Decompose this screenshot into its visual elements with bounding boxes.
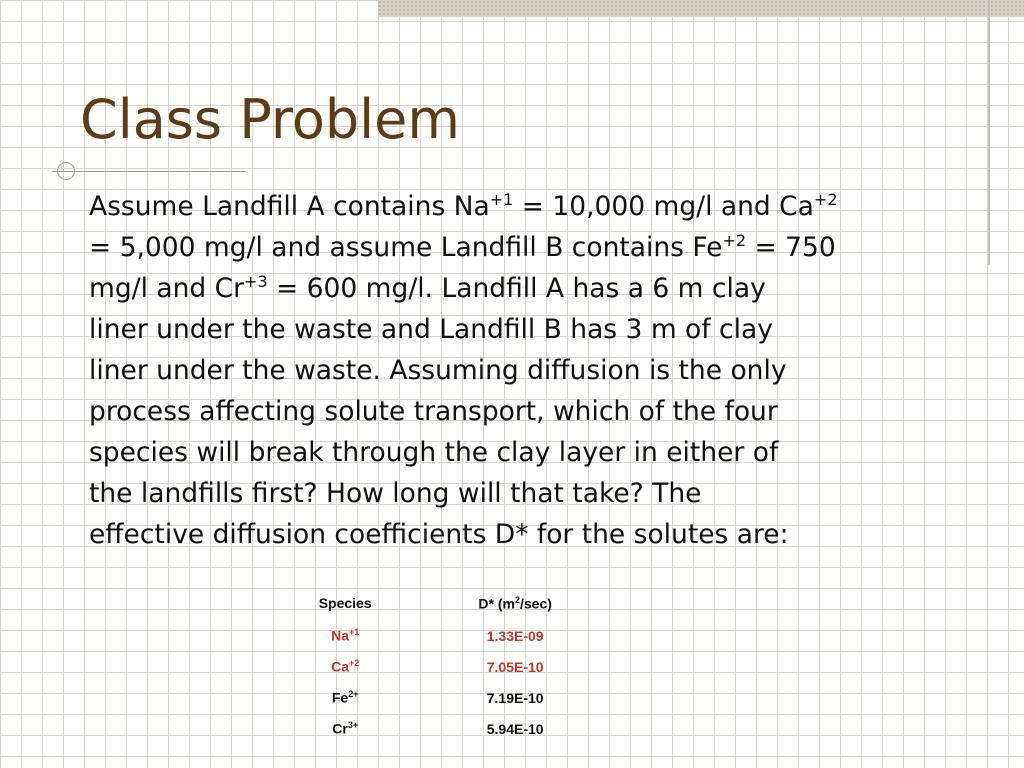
- superscript: +1: [489, 190, 514, 210]
- superscript: +2: [813, 190, 838, 210]
- species-symbol: Cr: [332, 720, 348, 737]
- header-coef-main: D* (m: [478, 595, 515, 612]
- species-symbol: Ca: [331, 658, 349, 675]
- body-line: species will break through the clay layer in either of: [89, 437, 779, 468]
- header-species: Species: [318, 595, 372, 611]
- body-line: mg/l and $Cr^{+3} = 600$ mg/l. Landfill A has a 6 m clay: [89, 272, 766, 304]
- header-coef-sup: 2: [514, 594, 520, 605]
- title-underline: [52, 171, 246, 172]
- species-cell: [294, 689, 396, 706]
- species-cell: [294, 658, 396, 675]
- species-symbol: Na: [331, 627, 349, 644]
- species-charge: +1: [348, 627, 360, 638]
- body-line: effective diffusion coefficients D* for the solutes are:: [89, 519, 789, 550]
- table-header-row: [294, 586, 634, 620]
- superscript: +3: [244, 272, 268, 292]
- header-coefficient: [396, 595, 634, 612]
- header-coef-tail: /sec): [520, 595, 552, 612]
- slide-title: Class Problem: [80, 88, 461, 151]
- coefficient-cell: 1.33E-09: [486, 627, 544, 644]
- problem-statement: [89, 186, 949, 555]
- coefficient-cell: 7.19E-10: [486, 689, 544, 706]
- table-row: [294, 713, 634, 744]
- species-charge: +2: [348, 658, 360, 669]
- species-cell: [294, 720, 396, 737]
- diffusion-coefficient-table: [294, 586, 634, 744]
- body-line: = 5,000 mg/l and assume Landfill B contains $Fe^{+2} = 750$: [89, 231, 836, 263]
- body-line: process affecting solute transport, which of the four: [89, 396, 778, 427]
- table-row: [294, 682, 634, 713]
- decorative-top-band: [378, 0, 1024, 17]
- superscript: +2: [722, 231, 747, 251]
- table-row: [294, 651, 634, 682]
- species-charge: 2+: [348, 689, 359, 700]
- species-symbol: Fe: [331, 689, 349, 706]
- body-line: liner under the waste and Landfill B has 3 m of clay: [89, 314, 773, 345]
- body-line: liner under the waste. Assuming diffusion is the only: [89, 355, 787, 386]
- body-line: the landfills first? How long will that take? The: [89, 478, 702, 509]
- table-row: [294, 620, 634, 651]
- species-charge: 3+: [347, 720, 359, 731]
- coefficient-cell: 7.05E-10: [486, 658, 544, 675]
- species-cell: [294, 627, 396, 644]
- coefficient-cell: 5.94E-10: [486, 720, 544, 737]
- body-line: Assume Landfill A contains $Na^{+1} = 10,000$ mg/l and $Ca^{+2}$: [89, 190, 838, 222]
- decorative-vertical-line: [988, 0, 990, 265]
